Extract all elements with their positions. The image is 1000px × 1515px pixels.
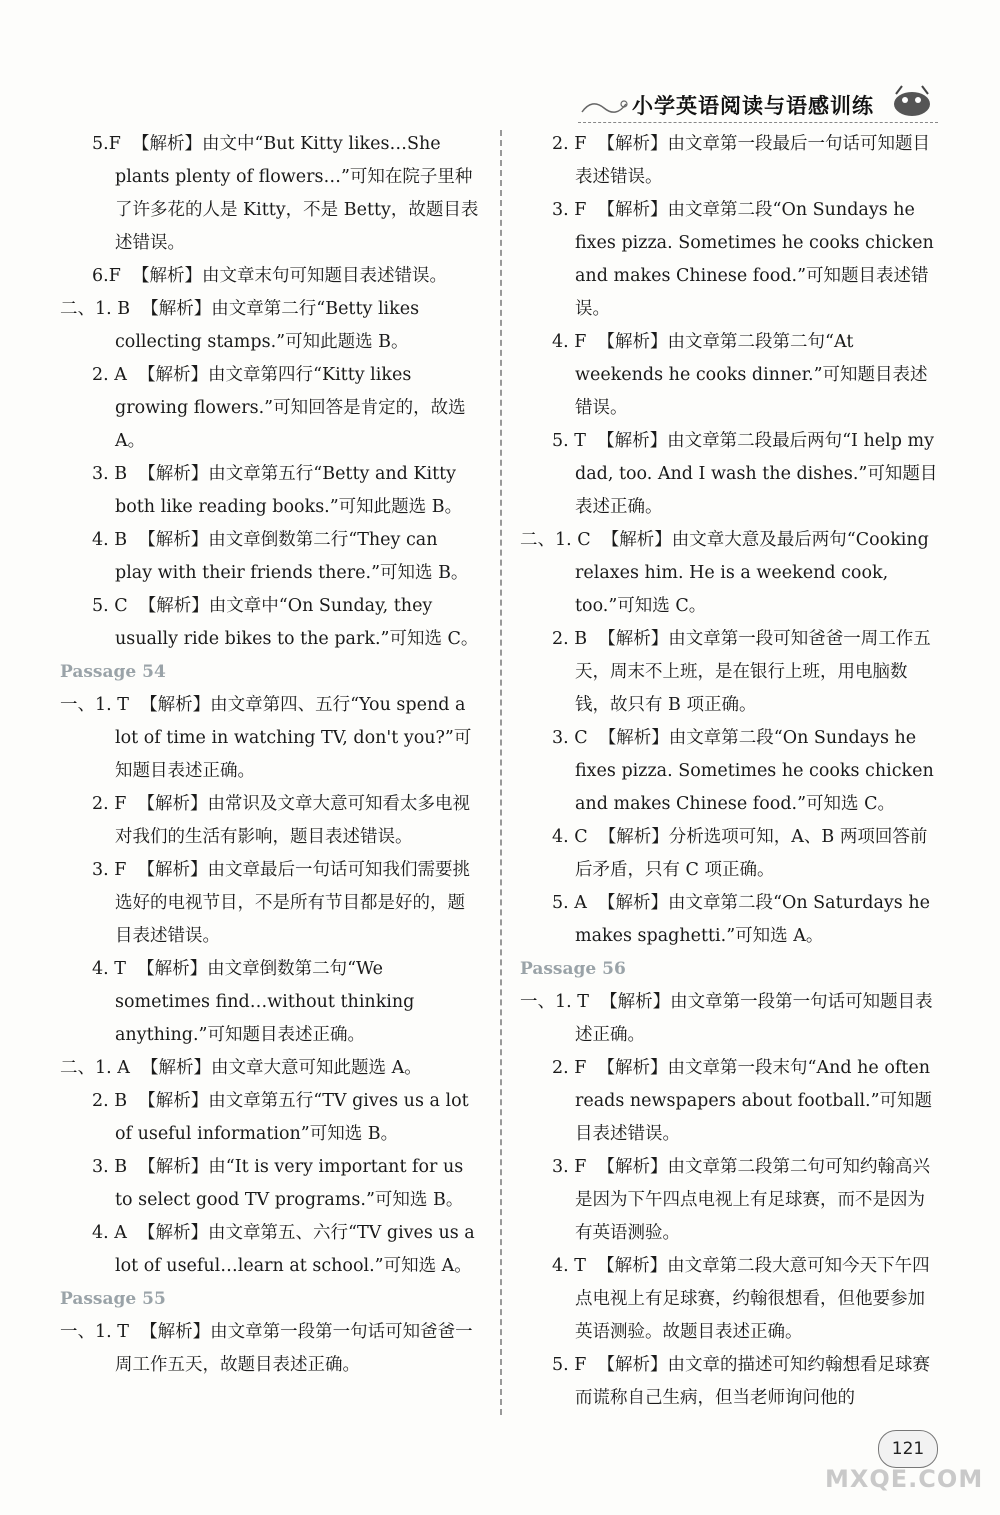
answer-explanation: 【解析】由文章第二段大意可知今天下午四点电视上有足球赛，约翰很想看，但他要参加英语测验。故题目表述正确。 (575, 1256, 930, 1342)
answer-label: 一、1. T (60, 1322, 129, 1342)
book-title: 小学英语阅读与语感训练 (632, 94, 874, 118)
answer-item (60, 293, 480, 359)
page-header (580, 82, 940, 122)
answer-label: 4. T (552, 1256, 586, 1276)
answer-item (520, 722, 940, 821)
answer-item (520, 128, 940, 194)
answer-item (60, 953, 480, 1052)
answer-item (520, 623, 940, 722)
answer-item (60, 590, 480, 656)
answer-explanation: 【解析】由文章第五行“TV gives us a lot of useful information”可知选 B。 (115, 1091, 469, 1144)
answer-label: 3. F (552, 1157, 587, 1177)
answer-label: 2. F (552, 134, 587, 154)
answer-label: 5. F (552, 1355, 587, 1375)
answer-label: 二、1. B (60, 299, 131, 319)
answer-explanation: 【解析】由文章第一段第一句话可知题目表述正确。 (575, 992, 933, 1045)
answer-label: 2. B (552, 629, 588, 649)
answer-label: 3. B (92, 464, 128, 484)
answer-label: 4. C (552, 827, 588, 847)
answer-item (60, 458, 480, 524)
header-rule (578, 122, 938, 123)
answer-item (60, 260, 480, 293)
answer-label: 一、1. T (60, 695, 129, 715)
answer-label: 3. C (552, 728, 588, 748)
right-column (520, 128, 940, 1415)
answer-label: 5. T (552, 431, 586, 451)
answer-explanation: 【解析】由文章第二段最后两句“I help my dad, too. And I wash the dishes.”可知题目表述正确。 (575, 431, 938, 517)
answer-label: 2. A (92, 365, 127, 385)
answer-item (60, 1085, 480, 1151)
answer-label: 一、1. T (520, 992, 589, 1012)
answer-item (520, 425, 940, 524)
answer-explanation: 【解析】由文章大意及最后两句“Cooking relaxes him. He is a weekend cook, too.”可知选 C。 (575, 530, 929, 616)
answer-label: 二、1. A (60, 1058, 130, 1078)
answer-explanation: 【解析】由文章第四行“Kitty likes growing flowers.”可知回答是肯定的，故选 A。 (115, 365, 466, 451)
answer-label: 6.F (92, 266, 121, 286)
column-divider (500, 130, 502, 1415)
answer-explanation: 【解析】由文章倒数第二句“We sometimes find…without thinking anything.”可知题目表述正确。 (115, 959, 415, 1045)
answer-item (60, 1151, 480, 1217)
answer-explanation: 【解析】由文章第一段第一句话可知爸爸一周工作五天，故题目表述正确。 (115, 1322, 473, 1375)
answer-explanation: 【解析】由文章末句可知题目表述错误。 (131, 266, 447, 286)
answer-label: 3. F (92, 860, 127, 880)
answer-item (60, 524, 480, 590)
answer-item (520, 524, 940, 623)
answer-label: 2. F (92, 794, 127, 814)
answer-explanation: 【解析】由文章的描述可知约翰想看足球赛而谎称自己生病，但当老师询问他的 (575, 1355, 931, 1408)
answer-label: 二、1. C (520, 530, 591, 550)
passage-heading: Passage 56 (520, 959, 626, 979)
answer-item (520, 326, 940, 425)
passage-heading: Passage 54 (60, 662, 166, 682)
mascot-icon (888, 82, 936, 122)
answer-label: 4. A (92, 1223, 127, 1243)
page-number: 121 (878, 1430, 938, 1468)
answer-explanation: 【解析】由文章第一段末句“And he often reads newspapers about football.”可知题目表述错误。 (575, 1058, 933, 1144)
answer-explanation: 【解析】由文章倒数第二行“They can play with their friends there.”可知选 B。 (115, 530, 469, 583)
answer-explanation: 【解析】由文中“But Kitty likes…She plants plenty of flowers…”可知在院子里种了许多花的人是 Kitty，不是 Betty，故题目表述错误。 (115, 134, 479, 253)
answer-explanation: 【解析】由文章第二段第二句可知约翰高兴是因为下午四点电视上有足球赛，而不是因为有英语测验。 (575, 1157, 931, 1243)
answer-label: 4. B (92, 530, 128, 550)
answer-label: 3. B (92, 1157, 128, 1177)
answer-label: 2. B (92, 1091, 128, 1111)
answer-item (60, 1217, 480, 1283)
watermark: MXQE.COM (825, 1465, 984, 1493)
answer-item (60, 1316, 480, 1382)
answer-label: 5.F (92, 134, 121, 154)
answer-item (60, 854, 480, 953)
answer-item (60, 128, 480, 260)
left-column (60, 128, 480, 1382)
answer-label: 2. F (552, 1058, 587, 1078)
answer-explanation: 【解析】由文章第一段最后一句话可知题目表述错误。 (575, 134, 931, 187)
answer-explanation: 【解析】由文章第五、六行“TV gives us a lot of useful…learn at school.”可知选 A。 (115, 1223, 475, 1276)
answer-item (520, 1151, 940, 1250)
answer-explanation: 【解析】由常识及文章大意可知看太多电视对我们的生活有影响，题目表述错误。 (115, 794, 471, 847)
answer-item (60, 359, 480, 458)
answer-explanation: 【解析】由文章第一段可知爸爸一周工作五天，周末不上班，是在银行上班，用电脑数钱，故只有 B 项正确。 (575, 629, 931, 715)
answer-explanation: 【解析】分析选项可知，A、B 两项回答前后矛盾，只有 C 项正确。 (575, 827, 928, 880)
answer-explanation: 【解析】由文章第四、五行“You spend a lot of time in watching TV, don't you?”可知题目表述正确。 (115, 695, 472, 781)
answer-label: 4. F (552, 332, 587, 352)
answer-label: 4. T (92, 959, 126, 979)
answer-item (60, 788, 480, 854)
answer-item (520, 821, 940, 887)
answer-explanation: 【解析】由文章第五行“Betty and Kitty both like reading books.”可知此题选 B。 (115, 464, 463, 517)
answer-label: 5. C (92, 596, 128, 616)
answer-item (520, 986, 940, 1052)
answer-item (520, 887, 940, 953)
answer-explanation: 【解析】由文章第二行“Betty likes collecting stamps.”可知此题选 B。 (115, 299, 420, 352)
answer-label: 3. F (552, 200, 587, 220)
answer-label: 5. A (552, 893, 587, 913)
answer-explanation: 【解析】由文章第二段“On Sundays he fixes pizza. Sometimes he cooks chicken and makes Chinese food.”可知选 C。 (575, 728, 934, 814)
answer-explanation: 【解析】由文章最后一句话可知我们需要挑选好的电视节目，不是所有节目都是好的，题目表述错误。 (115, 860, 471, 946)
answer-item (520, 1250, 940, 1349)
answer-item (520, 194, 940, 326)
answer-item (60, 689, 480, 788)
answer-explanation: 【解析】由“It is very important for us to select good TV programs.”可知选 B。 (115, 1157, 464, 1210)
answer-item (520, 1349, 940, 1415)
swirl-decoration-icon (580, 96, 630, 118)
answer-explanation: 【解析】由文章中“On Sunday, they usually ride bikes to the park.”可知选 C。 (115, 596, 479, 649)
answer-explanation: 【解析】由文章第二段第二句“At weekends he cooks dinner.”可知题目表述错误。 (575, 332, 928, 418)
passage-heading: Passage 55 (60, 1289, 166, 1309)
answer-explanation: 【解析】由文章第二段“On Sundays he fixes pizza. Sometimes he cooks chicken and makes Chinese food.”可知题目表述错误。 (575, 200, 934, 319)
answer-explanation: 【解析】由文章大意可知此题选 A。 (141, 1058, 422, 1078)
answer-explanation: 【解析】由文章第二段“On Saturdays he makes spaghetti.”可知选 A。 (575, 893, 930, 946)
answer-item (520, 1052, 940, 1151)
answer-item (60, 1052, 480, 1085)
